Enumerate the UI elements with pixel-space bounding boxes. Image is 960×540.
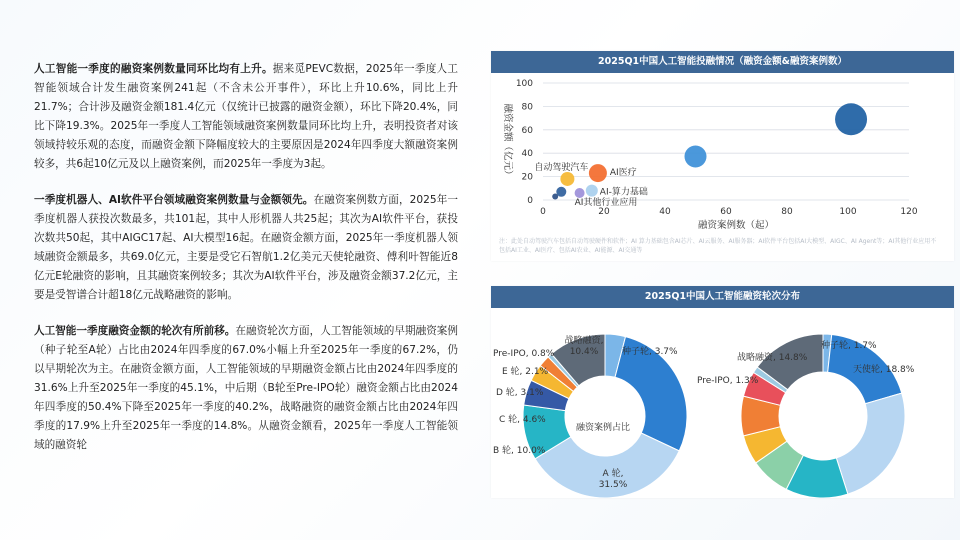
- bubble-point: [560, 172, 574, 186]
- x-tick-label: 120: [900, 207, 918, 217]
- y-tick-label: 100: [515, 79, 533, 89]
- bubble-point: [589, 164, 607, 182]
- x-axis-label: 融资案例数（起）: [697, 220, 775, 231]
- bubble-point: [552, 193, 558, 199]
- bubble-chart-title: 2025Q1中国人工智能投融情况（融资金额&融资案例数）: [491, 51, 954, 73]
- bubble-chart: [491, 73, 954, 233]
- donut-cases-label: E 轮, 2.1%: [502, 367, 549, 377]
- donut-amount-label: Pre-IPO, 1.3%: [697, 376, 759, 386]
- paragraph-lead: 人工智能一季度融资金额的轮次有所前移。: [34, 325, 236, 337]
- bubble-point: [685, 145, 707, 167]
- paragraph-lead: 人工智能一季度的融资案例数量同环比均有上升。: [34, 63, 273, 75]
- x-tick-label: 0: [540, 207, 546, 217]
- bubble-label: AI医疗: [609, 168, 637, 179]
- donut-cases-label: A 轮, 31.5%: [598, 469, 628, 490]
- bubble-point: [575, 188, 585, 198]
- x-tick-label: 40: [659, 207, 671, 217]
- donut-cases-label: C 轮, 4.6%: [499, 415, 546, 425]
- paragraph-funding-rounds: [34, 322, 458, 455]
- y-tick-label: 0: [527, 196, 533, 206]
- paragraph-body: 据来觅PEVC数据，2025年一季度人工智能领域合计发生融资案例241起（不含未公开事件），环比上升10.6%，同比上升21.7%；合计涉及融资金额181.4亿元（仅统计已披露的融资金额），环比下降20.4%，同比下降19.3%。2025年一季度人工智能领域融资案例数量同环比均上升，表明投资者对该领域持较乐观的态度，而融资金额下降幅度较大的主要原因是2024年四季度大额融资案例较多，共6起10亿元及以上融资案例，而2025年一季度为3起。: [34, 63, 458, 170]
- bubble-chart-panel: [491, 51, 954, 261]
- donut-cases-label: D 轮, 3.1%: [496, 388, 544, 398]
- donut-charts: [491, 308, 954, 498]
- donut-cases-label: B 轮, 10.0%: [493, 446, 546, 456]
- y-tick-label: 80: [521, 102, 533, 113]
- x-tick-label: 60: [720, 207, 732, 217]
- bubble-label: AI其他行业应用: [574, 197, 638, 208]
- article-text: [34, 60, 458, 472]
- x-tick-label: 100: [839, 207, 857, 217]
- donut-amount-label: 天使轮, 18.8%: [853, 365, 915, 375]
- bubble-label: 自动驾驶汽车: [534, 162, 589, 173]
- paragraph-lead: 一季度机器人、AI软件平台领域融资案例数量与金额领先。: [34, 194, 314, 206]
- y-tick-label: 60: [521, 125, 533, 136]
- donut-amount-label: 种子轮, 1.7%: [821, 341, 877, 351]
- paragraph-body: 在融资案例数方面，2025年一季度机器人获投次数最多，共101起，其中人形机器人共25起；其次为AI软件平台，获投次数共50起，其中AIGC17起、AI大模型16起。在融资金额方面，2025年一季度机器人领域融资金额最多，共69.0亿元，主要是受它石智航1.2亿美元天使轮融资、傅利叶智能近8亿元E轮融资的影响，且其融资案例较多；其次为AI软件平台，涉及融资金额37.2亿元，主要是受智谱合计超18亿元战略融资的影响。: [34, 194, 458, 301]
- bubble-point: [835, 103, 867, 135]
- bubble-label: AI-算力基础: [599, 187, 648, 198]
- x-tick-label: 20: [598, 207, 610, 217]
- y-axis-label: 融资金额（亿元）: [502, 103, 513, 180]
- donut-cases-label: 种子轮, 3.7%: [622, 347, 678, 357]
- bubble-point: [586, 185, 598, 197]
- donut-chart-panel: [491, 286, 954, 498]
- donut-cases-label: 战略融资, 10.4%: [564, 336, 604, 357]
- donut-chart-title: 2025Q1中国人工智能融资轮次分布: [491, 286, 954, 308]
- paragraph-body: 在融资轮次方面，人工智能领域的早期融资案例（种子轮至A轮）占比由2024年四季度的67.0%小幅上升至2025年一季度的67.2%，仍以早期轮次为主。在融资金额方面，人工智能领域的早期融资金额占比由2024年四季度的31.6%上升至2025年一季度的45.1%，中后期（B轮至Pre-IPO轮）融资金额占比由2024年四季度的50.4%下降至2025年一季度的40.2%，战略融资的融资金额占比由2024年四季度的17.9%上升至2025年一季度的14.8%。从融资金额看，2025年一季度人工智能领域的融资轮: [34, 325, 459, 451]
- donut-amount-slice: [836, 393, 905, 494]
- bubble-chart-note: 注：此处自动驾驶汽车包括自动驾驶硬件和软件；AI 算力基础包含AI芯片、AI云服务、AI服务器；AI软件平台包括AI大模型、AIGC、AI Agent等；AI其他行业应用不包括AI工业、AI医疗、包括AI农业、AI能源、AI交通等: [499, 238, 937, 254]
- y-tick-label: 20: [521, 172, 533, 183]
- paragraph-sector-leaders: [34, 191, 458, 305]
- donut-cases-label: Pre-IPO, 0.8%: [493, 349, 555, 359]
- donut-amount-label: 战略融资, 14.8%: [737, 353, 808, 363]
- y-tick-label: 40: [521, 149, 533, 160]
- paragraph-funding-overview: [34, 60, 458, 174]
- donut-center-label: 融资案例占比: [575, 423, 631, 433]
- x-tick-label: 80: [781, 207, 793, 217]
